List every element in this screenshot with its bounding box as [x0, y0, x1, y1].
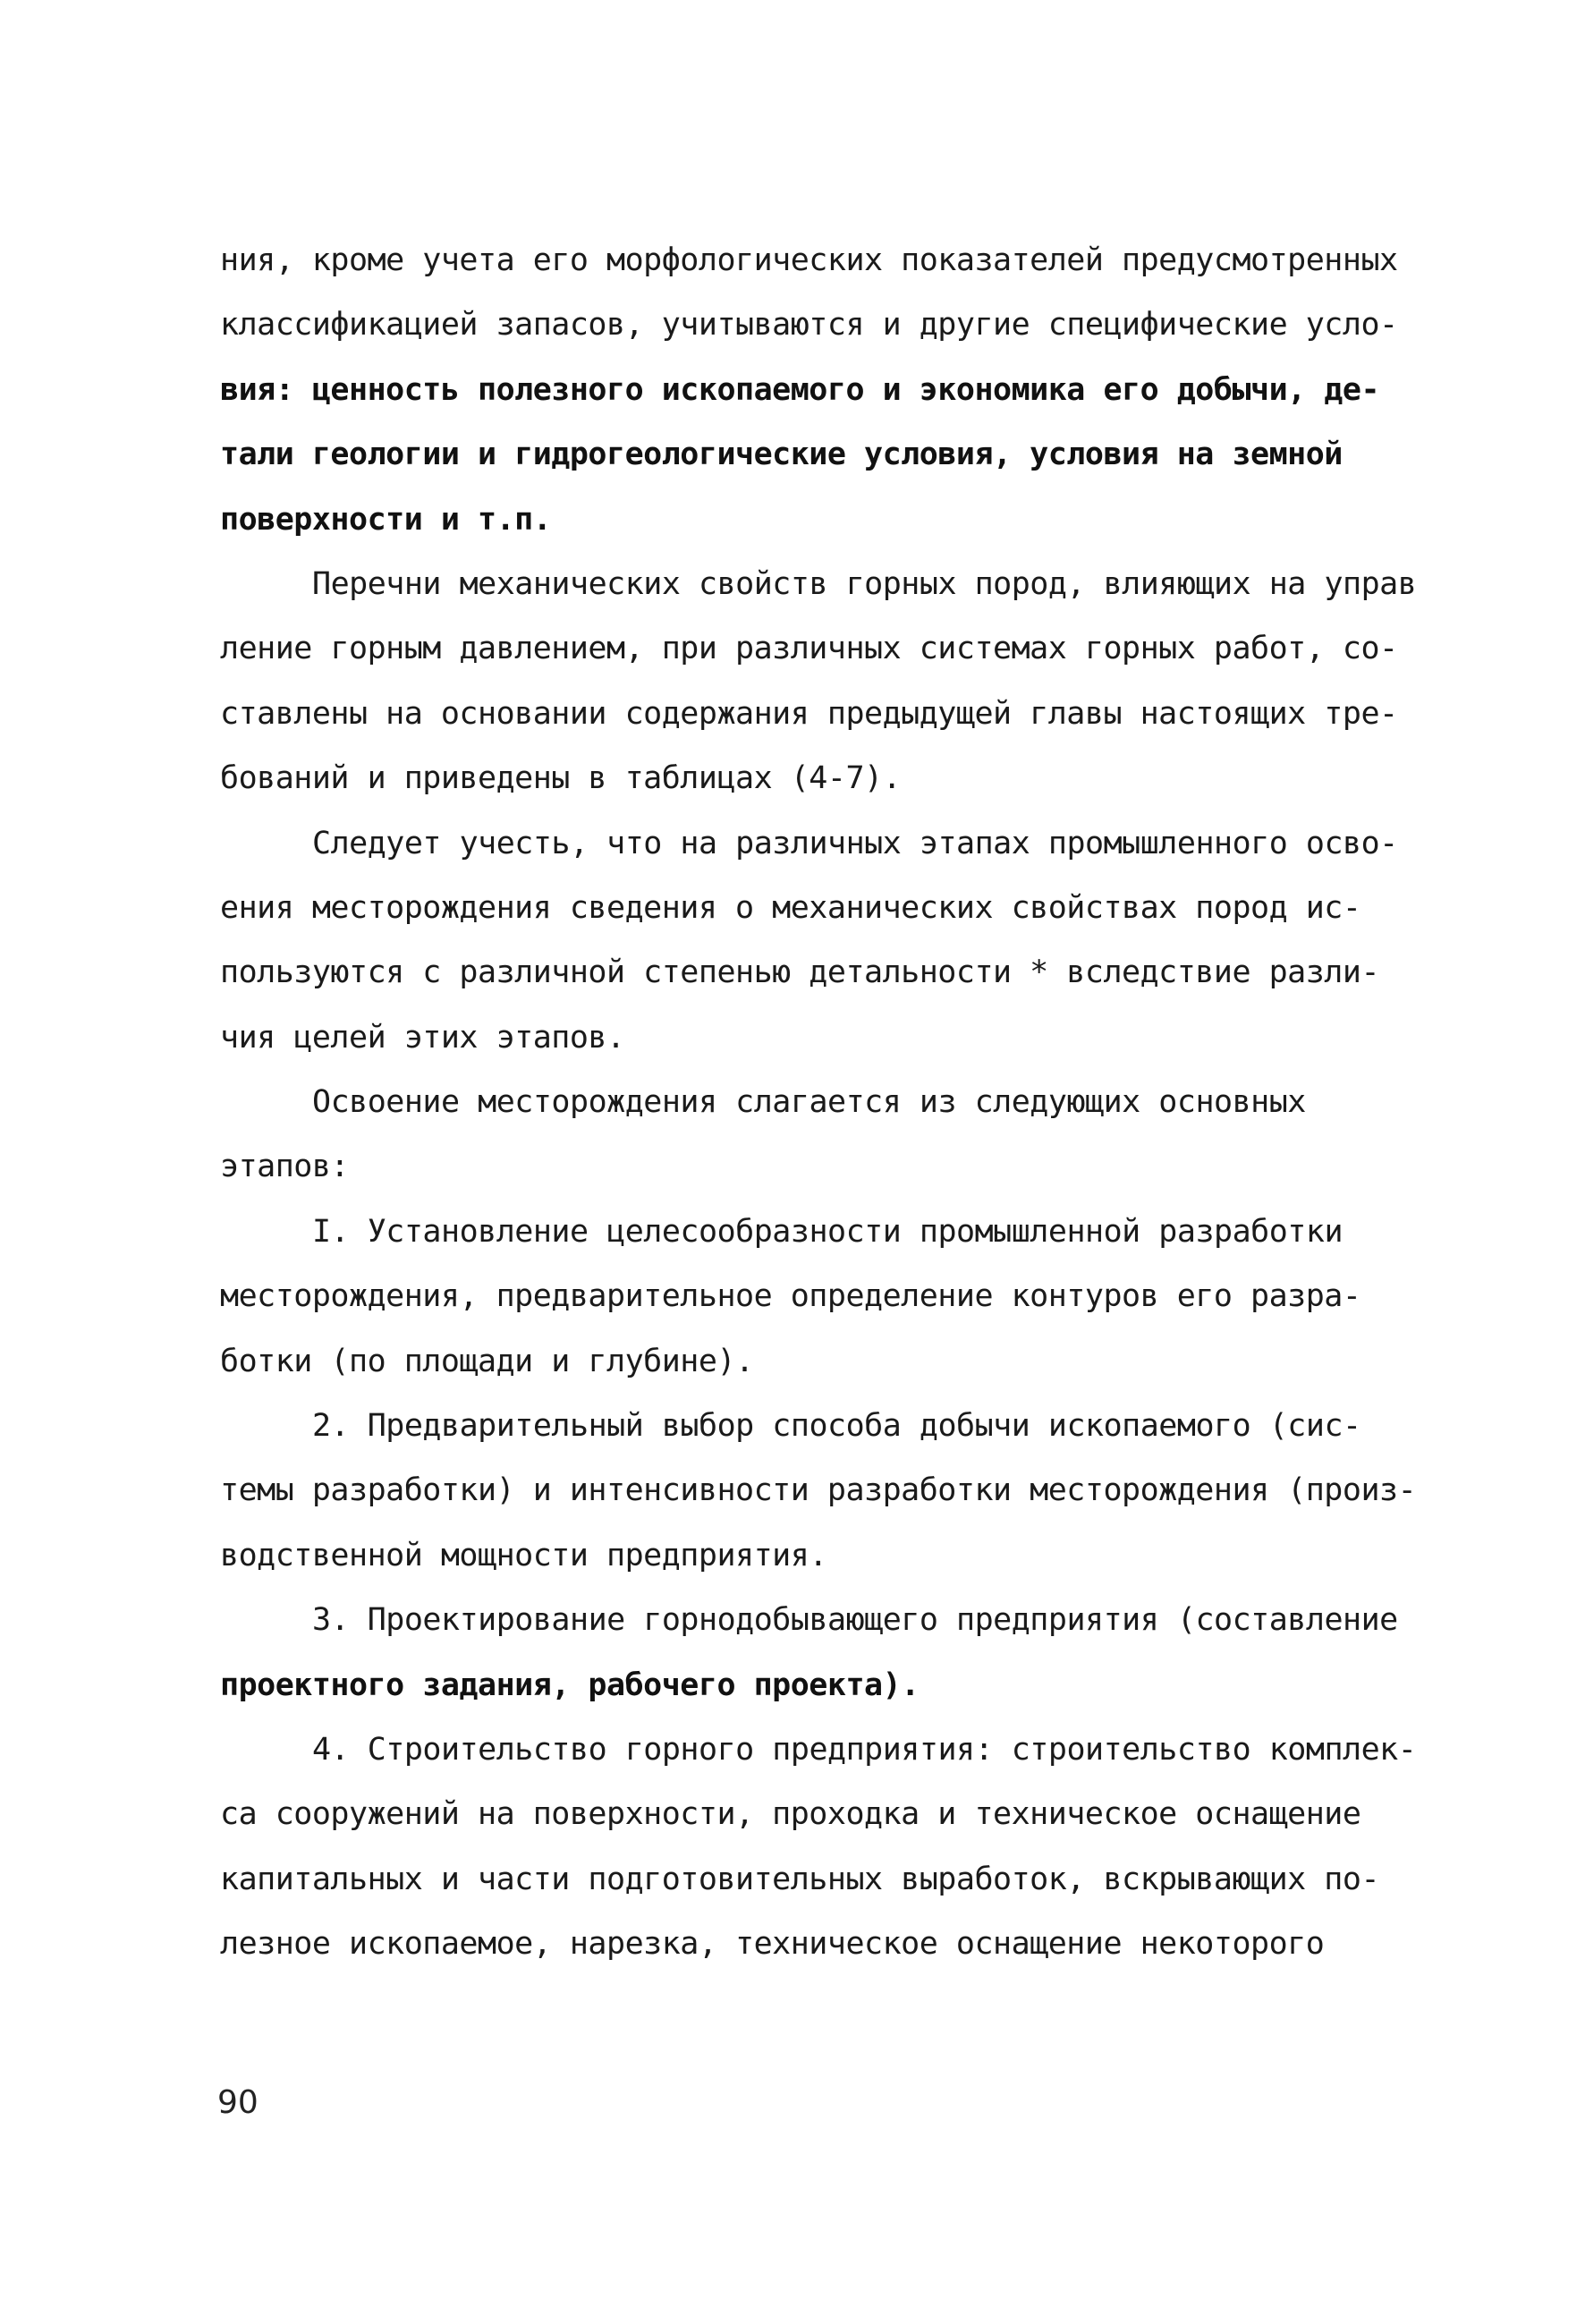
text-line: ения месторождения сведения о механических свойствах пород ис-: [220, 889, 1361, 926]
text-line: бований и приведены в таблицах (4-7).: [220, 760, 902, 797]
text-line: капитальных и части подготовительных выработок, вскрывающих по-: [220, 1861, 1380, 1897]
paragraph-start-line: Освоение месторождения слагается из следующих основных: [312, 1084, 1306, 1121]
text-line: водственной мощности предприятия.: [220, 1537, 827, 1573]
text-line: проектного задания, рабочего проекта).: [220, 1667, 920, 1703]
body-text: [220, 228, 1419, 1977]
paragraph-start-line: Перечни механических свойств горных пород, влияющих на управ: [312, 565, 1417, 602]
text-line: этапов:: [220, 1149, 350, 1185]
text-line: пользуются с различной степенью детальности * вследствие разли-: [220, 954, 1380, 991]
text-line: тали геологии и гидрогеологические условия, условия на земной: [220, 437, 1343, 473]
text-line: вия: ценность полезного ископаемого и экономика его добычи, де-: [220, 371, 1380, 408]
list-item-line: I. Установление целесообразности промышленной разработки: [312, 1213, 1343, 1250]
text-line: ставлены на основании содержания предыдущей главы настоящих тре-: [220, 695, 1398, 732]
list-item-line: 4. Строительство горного предприятия: строительство комплек-: [312, 1731, 1417, 1768]
text-line: са сооружений на поверхности, проходка и техническое оснащение: [220, 1796, 1361, 1833]
text-line: ния, кроме учета его морфологических показателей предусмотренных: [220, 242, 1398, 278]
text-line: ботки (по площади и глубине).: [220, 1343, 754, 1379]
paragraph-start-line: Следует учесть, что на различных этапах промышленного осво-: [312, 825, 1398, 861]
list-item-line: 3. Проектирование горнодобывающего предприятия (составление: [312, 1602, 1398, 1639]
text-line: лезное ископаемое, нарезка, техническое оснащение некоторого: [220, 1926, 1325, 1963]
text-line: поверхности и т.п.: [220, 501, 552, 538]
text-line: темы разработки) и интенсивности разработки месторождения (произ-: [220, 1472, 1417, 1509]
text-line: месторождения, предварительное определение контуров его разра-: [220, 1278, 1361, 1315]
text-line: ление горным давлением, при различных системах горных работ, со-: [220, 631, 1398, 667]
page-number: 90: [217, 2084, 259, 2121]
text-line: классификацией запасов, учитываются и другие специфические усло-: [220, 307, 1398, 344]
list-item-line: 2. Предварительный выбор способа добычи ископаемого (сис-: [312, 1408, 1361, 1445]
text-line: чия целей этих этапов.: [220, 1019, 625, 1056]
